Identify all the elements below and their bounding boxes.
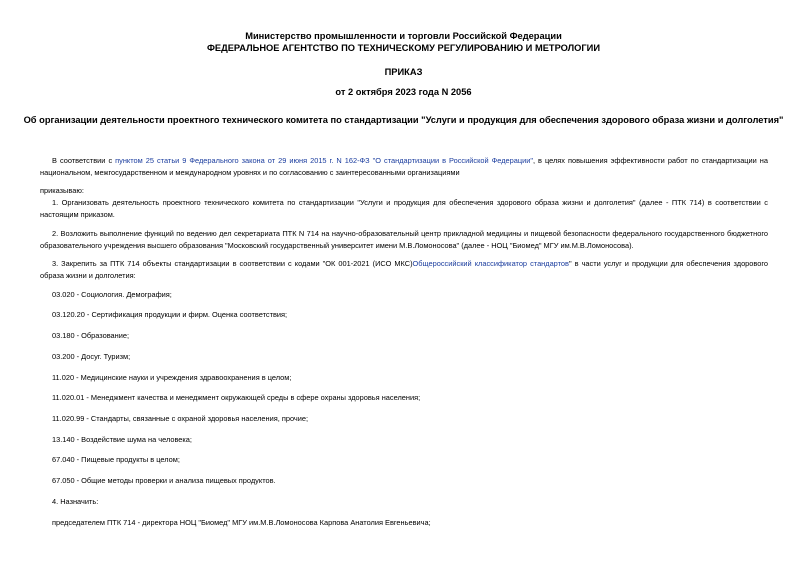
code-item: 11.020 - Медицинские науки и учреждения здравоохранения в целом; [52, 373, 292, 382]
code-item: 03.200 - Досуг. Туризм; [52, 352, 131, 361]
clause-3 [40, 258, 768, 282]
clause-2: 2. Возложить выполнение функций по ведению дел секретариата ПТК N 714 на научно-образовательный центр прикладной медицины и пищевой безопасности федерального государственного бюджетного образовательного учреждения высшего образования "Московский государственный университет имени М.В.Ломоносова" (далее - НОЦ "Биомед" МГУ им.М.В.Ломоносова). [40, 229, 768, 250]
preamble-suffix: , в целях повышения эффективности работ по стандартизации на национальном, межгосударственном и международном уровнях и по согласованию с заинтересованными организациями [40, 156, 768, 177]
clause-1: 1. Организовать деятельность проектного технического комитета по стандартизации "Услуги и продукция для обеспечения здорового образа жизни и долголетия" (далее - ПТК 714) в соответствии с настоящим приказом. [40, 198, 768, 219]
clause-3-prefix: 3. Закрепить за ПТК 714 объекты стандартизации в соответствии с кодами "ОК 001-2021 (ИСО МКС) [52, 259, 413, 268]
code-item: 03.120.20 - Сертификация продукции и фирм. Оценка соответствия; [52, 310, 288, 319]
code-item: 11.020.01 - Менеджмент качества и менеджмент окружающей среды в сфере охраны здоровья населения; [52, 393, 421, 402]
agency-heading: ФЕДЕРАЛЬНОЕ АГЕНТСТВО ПО ТЕХНИЧЕСКОМУ РЕГУЛИРОВАНИЮ И МЕТРОЛОГИИ [206, 43, 601, 53]
code-item: 03.180 - Образование; [52, 331, 130, 340]
federal-law-link[interactable]: пунктом 25 статьи 9 Федерального закона от 29 июня 2015 г. N 162-ФЗ "О стандартизации в Российской Федерации" [115, 156, 533, 165]
preamble-paragraph [40, 155, 768, 179]
code-item: 11.020.99 - Стандарты, связанные с охраной здоровья населения, прочие; [52, 414, 309, 423]
document-title: Об организации деятельности проектного технического комитета по стандартизации "Услуги и продукция для обеспечения здорового образа жизни и долголетия" [23, 115, 784, 125]
date-number: от 2 октября 2023 года N 2056 [335, 87, 472, 97]
classifier-link[interactable]: Общероссийский классификатор стандартов [412, 259, 569, 268]
doc-type-heading: ПРИКАЗ [384, 67, 423, 77]
preamble-prefix: В соответствии с [52, 156, 116, 165]
clause-4: 4. Назначить: [52, 497, 99, 506]
code-item: 67.040 - Пищевые продукты в целом; [52, 455, 180, 464]
clause-3-suffix: " в части услуг и продукции для обеспечения здорового образа жизни и долголетия: [40, 259, 768, 280]
chairman-appointment: председателем ПТК 714 - директора НОЦ "Биомед" МГУ им.М.В.Ломоносова Карпова Анатолия Евгеньевича; [52, 518, 431, 527]
code-item: 67.050 - Общие методы проверки и анализа пищевых продуктов. [52, 476, 276, 485]
code-item: 13.140 - Воздействие шума на человека; [52, 435, 192, 444]
order-word: приказываю: [40, 186, 84, 195]
ministry-heading: Министерство промышленности и торговли Российской Федерации [245, 31, 562, 41]
code-item: 03.020 - Социология. Демография; [52, 290, 172, 299]
